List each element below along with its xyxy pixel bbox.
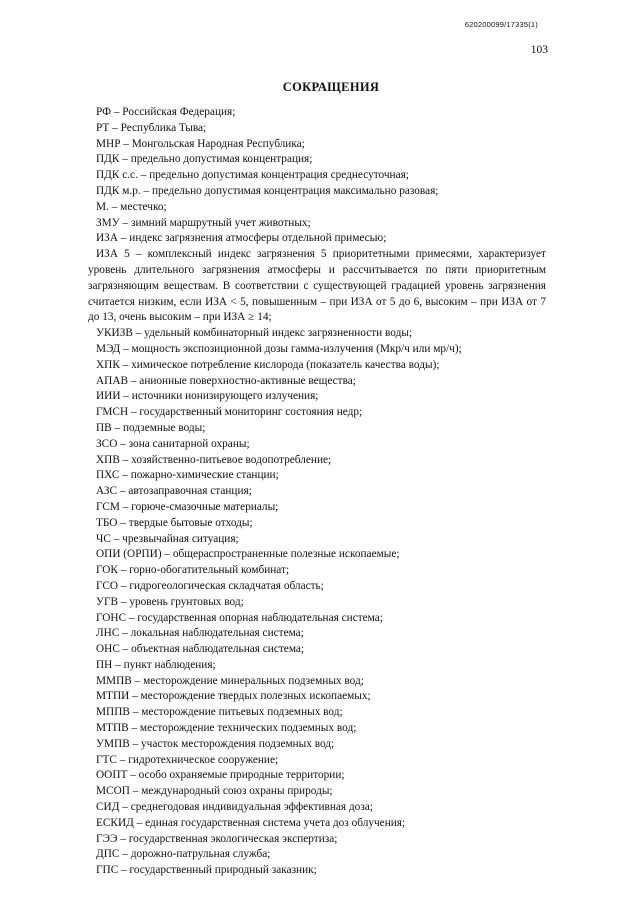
abbreviation-entry: ПХС – пожарно-химические станции;: [96, 469, 279, 482]
abbreviation-entry: РФ – Российская Федерация;: [96, 106, 236, 118]
abbreviation-entry: М. – местечко;: [96, 200, 167, 213]
abbreviation-entry: ТБО – твердые бытовые отходы;: [96, 516, 253, 529]
abbreviation-entry: МНР – Монгольская Народная Республика;: [96, 137, 305, 150]
abbreviation-entry: АПАВ – анионные поверхностно-активные вещества;: [96, 374, 356, 387]
abbreviation-entry: МЭД – мощность экспозиционной дозы гамма-излучения (Мкр/ч или мр/ч);: [96, 342, 462, 355]
abbreviation-entry: МСОП – международный союз охраны природы;: [96, 785, 333, 798]
abbreviation-entry: ЕСКИД – единая государственная система учета доз облучения;: [96, 816, 406, 829]
abbreviation-entry: ОНС – объектная наблюдательная система;: [96, 643, 305, 656]
abbreviation-entry: ПН – пункт наблюдения;: [96, 658, 216, 671]
abbreviation-entry: ЧС – чрезвычайная ситуация;: [96, 532, 239, 545]
abbreviation-entry: УКИЗВ – удельный комбинаторный индекс загрязненности воды;: [96, 327, 413, 340]
document-id: 620200099/17335(1): [464, 20, 538, 29]
abbreviation-entry: ХПК – химическое потребление кислорода (показатель качества воды);: [96, 358, 440, 371]
abbreviation-entry: ЗМУ – зимний маршрутный учет животных;: [96, 216, 311, 229]
abbreviation-entry: ПВ – подземные воды;: [96, 421, 206, 434]
abbreviation-entry: ПДК с.с. – предельно допустимая концентрация среднесуточная;: [96, 169, 409, 182]
abbreviation-entry: ИЗА – индекс загрязнения атмосферы отдельной примесью;: [96, 232, 387, 245]
page-number: 103: [530, 44, 548, 56]
abbreviation-entry: ГМСН – государственный мониторинг состояния недр;: [96, 406, 363, 419]
abbreviation-entry: МППВ – месторождение питьевых подземных вод;: [96, 706, 343, 719]
abbreviation-entry: ГЭЭ – государственная экологическая экспертиза;: [96, 832, 338, 845]
abbreviation-entry: ХПВ – хозяйственно-питьевое водопотребление;: [96, 453, 332, 466]
abbreviation-entry: МТПИ – месторождение твердых полезных ископаемых;: [96, 690, 371, 703]
abbreviation-entry: УМПВ – участок месторождения подземных вод;: [96, 737, 335, 750]
abbreviation-entry: ПДК м.р. – предельно допустимая концентрация максимально разовая;: [96, 184, 439, 197]
abbreviation-entry: ММПВ – месторождение минеральных подземных вод;: [96, 674, 364, 687]
abbreviation-entry: ЛНС – локальная наблюдательная система;: [96, 627, 304, 640]
abbreviation-entry: ООПТ – особо охраняемые природные территории;: [96, 769, 345, 782]
abbreviation-entry: ЗСО – зона санитарной охраны;: [96, 437, 250, 450]
abbreviation-list: [88, 105, 546, 879]
abbreviation-entry: СИД – среднегодовая индивидуальная эффективная доза;: [96, 801, 373, 814]
abbreviation-entry: ГОНС – государственная опорная наблюдательная система;: [96, 611, 383, 624]
abbreviation-entry: ГПС – государственный природный заказник;: [96, 864, 317, 877]
abbreviation-entry-paragraph: ИЗА 5 – комплексный индекс загрязнения 5 приоритетными примесями, характеризует уровень длительного загрязнения атмосферы и рассчитывается по пяти приоритетным загрязняющим веществам. В соответствии с существующей градацией уровень загрязнения считается низким, если ИЗА < 5, повышенным – при ИЗА от 5 до 6, высоким – при ИЗА от 7 до 13, очень высоким – при ИЗА ≥ 14;: [88, 248, 546, 324]
abbreviation-entry: РТ – Республика Тыва;: [96, 121, 207, 134]
abbreviation-entry: ОПИ (ОРПИ) – общераспространенные полезные ископаемые;: [96, 548, 400, 561]
abbreviation-entry: АЗС – автозаправочная станция;: [96, 485, 252, 498]
abbreviation-entry: МТПВ – месторождение технических подземных вод;: [96, 722, 357, 735]
abbreviation-entry: ГОК – горно-обогатительный комбинат;: [96, 564, 290, 577]
abbreviation-entry: ГСО – гидрогеологическая складчатая область;: [96, 579, 324, 592]
page-title: СОКРАЩЕНИЯ: [282, 80, 380, 94]
abbreviation-entry: УГВ – уровень грунтовых вод;: [96, 595, 244, 608]
abbreviation-entry: ИИИ – источники ионизирующего излучения;: [96, 390, 319, 403]
abbreviation-entry: ПДК – предельно допустимая концентрация;: [96, 153, 313, 166]
abbreviation-entry: ГТС – гидротехническое сооружение;: [96, 753, 279, 766]
abbreviation-entry: ДПС – дорожно-патрульная служба;: [96, 848, 271, 861]
abbreviation-entry: ГСМ – горюче-смазочные материалы;: [96, 500, 279, 513]
